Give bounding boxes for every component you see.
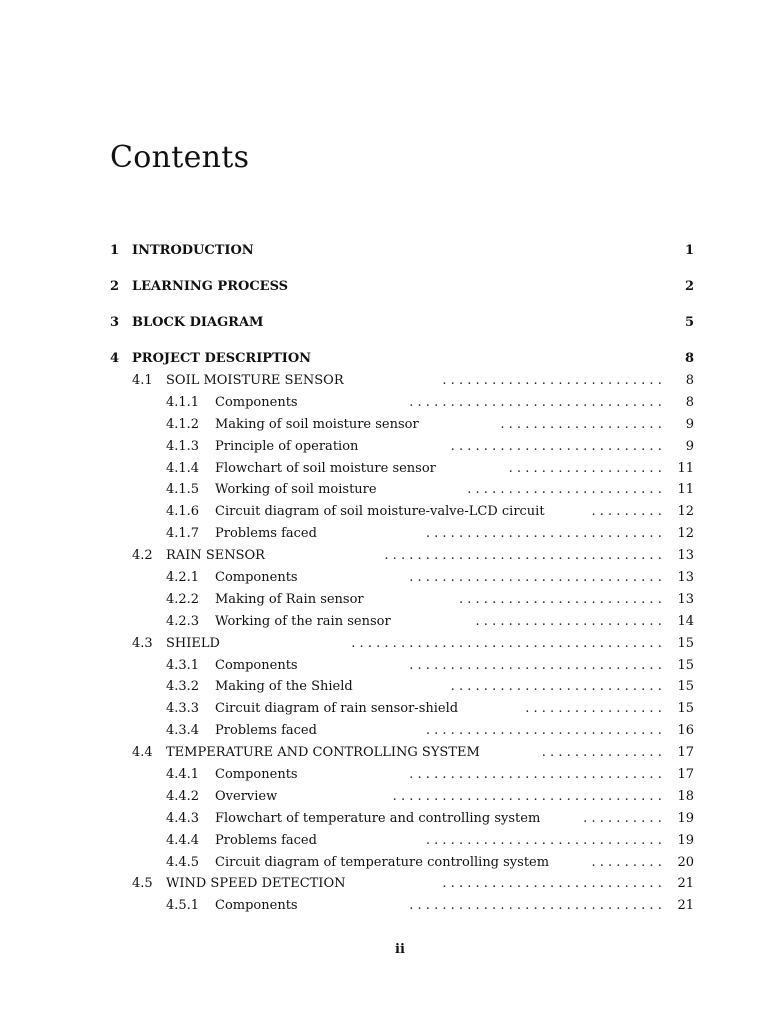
toc-entry[interactable]: [110, 786, 696, 808]
toc-entry-number: 4.2.3: [166, 613, 200, 629]
toc-entry-page: 19: [677, 810, 694, 826]
dot-leader: .........: [591, 854, 666, 870]
toc-entry-number: 4.4.4: [166, 832, 200, 848]
toc-entry-page: 8: [685, 394, 694, 410]
dot-leader: ...............: [541, 745, 666, 761]
toc-entry-title: Components: [215, 767, 298, 783]
toc-entry-number: 4.3.2: [166, 679, 200, 695]
toc-entry-title: Circuit diagram of temperature controlling system: [215, 854, 550, 870]
toc-entry[interactable]: [110, 523, 696, 545]
toc-entry-number: 4.3: [132, 635, 153, 651]
toc-entry-page: 8: [684, 351, 694, 366]
dot-leader: .................................: [392, 788, 666, 804]
toc-entry-title: Components: [215, 570, 298, 586]
toc-entry-page: 19: [677, 832, 694, 848]
toc-entry-number: 4.1.6: [166, 504, 200, 520]
toc-entry[interactable]: [110, 238, 696, 274]
toc-entry-page: 1: [684, 243, 694, 258]
toc-entry[interactable]: [110, 370, 696, 392]
toc-entry-page: 16: [677, 723, 694, 739]
toc-entry-number: 4.4.2: [166, 788, 200, 804]
toc-entry[interactable]: [110, 274, 696, 310]
toc-entry[interactable]: [110, 567, 696, 589]
toc-entry[interactable]: [110, 830, 696, 852]
toc-entry-number: 4.1.1: [166, 394, 200, 410]
toc-entry-number: 4.4.5: [166, 854, 200, 870]
dot-leader: ....................: [500, 416, 666, 432]
toc-entry[interactable]: [110, 633, 696, 655]
toc-entry-number: 4.5: [132, 876, 153, 892]
toc-entry[interactable]: [110, 808, 696, 830]
toc-entry-number: 4.5.1: [166, 898, 200, 914]
toc-entry-page: 8: [685, 373, 694, 388]
toc-entry-title: Circuit diagram of soil moisture-valve-LCD circuit: [215, 504, 545, 520]
toc-entry-number: 4.1.2: [166, 416, 200, 432]
toc-entry-title: SHIELD: [166, 635, 220, 651]
toc-entry-title: Making of the Shield: [215, 679, 353, 695]
toc-entry-number: 4.1.5: [166, 482, 200, 498]
table-of-contents: [110, 238, 696, 917]
toc-entry-page: 21: [677, 876, 694, 892]
toc-entry[interactable]: [110, 895, 696, 917]
toc-entry[interactable]: [110, 310, 696, 346]
toc-entry-page: 20: [677, 854, 694, 870]
toc-entry-page: 12: [677, 504, 694, 520]
toc-entry-title: Circuit diagram of rain sensor-shield: [215, 701, 459, 717]
toc-entry-title: INTRODUCTION: [132, 243, 254, 258]
toc-entry-page: 14: [677, 613, 694, 629]
toc-entry-page: 15: [677, 635, 694, 651]
toc-entry-number: 4.1.4: [166, 460, 200, 476]
toc-entry[interactable]: [110, 392, 696, 414]
toc-entry-title: Making of Rain sensor: [215, 591, 364, 607]
toc-entry[interactable]: [110, 346, 696, 370]
toc-entry-title: BLOCK DIAGRAM: [132, 315, 264, 330]
dot-leader: ...........................: [442, 876, 666, 892]
toc-entry-title: Problems faced: [215, 723, 317, 739]
toc-entry-number: 4: [110, 351, 120, 366]
toc-entry[interactable]: [110, 611, 696, 633]
toc-entry[interactable]: [110, 698, 696, 720]
toc-entry-page: 9: [685, 438, 694, 454]
toc-entry-title: PROJECT DESCRIPTION: [132, 351, 312, 366]
toc-entry-page: 17: [677, 767, 694, 783]
toc-entry-page: 5: [684, 315, 694, 330]
toc-entry-number: 4.1: [132, 373, 153, 388]
page-number-footer: ii: [395, 942, 405, 957]
dot-leader: ...............................: [409, 657, 666, 673]
dot-leader: ........................: [467, 482, 666, 498]
toc-entry[interactable]: [110, 479, 696, 501]
toc-entry-title: LEARNING PROCESS: [132, 279, 289, 294]
dot-leader: ...............................: [409, 570, 666, 586]
toc-entry-page: 18: [677, 788, 694, 804]
dot-leader: ...................: [508, 460, 666, 476]
dot-leader: ...........................: [442, 373, 666, 388]
toc-entry-number: 4.4.1: [166, 767, 200, 783]
toc-entry-number: 3: [110, 315, 120, 330]
dot-leader: ...............................: [409, 767, 666, 783]
toc-entry[interactable]: [110, 545, 696, 567]
toc-entry-title: SOIL MOISTURE SENSOR: [166, 373, 344, 388]
toc-entry-title: Flowchart of temperature and controlling system: [215, 810, 541, 826]
page-title: Contents: [110, 140, 250, 175]
dot-leader: ......................................: [351, 635, 666, 651]
dot-leader: ..........: [583, 810, 666, 826]
toc-entry[interactable]: [110, 720, 696, 742]
toc-entry-title: Principle of operation: [215, 438, 359, 454]
toc-entry-title: Working of the rain sensor: [215, 613, 391, 629]
dot-leader: ..........................: [450, 438, 666, 454]
toc-entry-page: 21: [677, 898, 694, 914]
toc-entry-number: 4.4: [132, 745, 153, 761]
toc-entry[interactable]: [110, 655, 696, 677]
toc-entry[interactable]: [110, 436, 696, 458]
toc-entry-number: 1: [110, 243, 120, 258]
toc-entry-title: Problems faced: [215, 832, 317, 848]
toc-entry[interactable]: [110, 764, 696, 786]
toc-entry-number: 4.4.3: [166, 810, 200, 826]
dot-leader: .......................: [475, 613, 666, 629]
toc-entry-page: 11: [677, 460, 694, 476]
toc-entry-number: 4.3.4: [166, 723, 200, 739]
toc-entry-title: Components: [215, 898, 298, 914]
dot-leader: ..........................: [450, 679, 666, 695]
toc-entry-page: 15: [677, 701, 694, 717]
dot-leader: .............................: [425, 723, 666, 739]
toc-entry-page: 17: [677, 745, 694, 761]
toc-entry-title: TEMPERATURE AND CONTROLLING SYSTEM: [166, 745, 480, 761]
toc-entry-page: 15: [677, 679, 694, 695]
toc-entry-title: Making of soil moisture sensor: [215, 416, 419, 432]
toc-entry-number: 4.2: [132, 548, 153, 564]
dot-leader: ...............................: [409, 394, 666, 410]
toc-entry-title: RAIN SENSOR: [166, 548, 265, 564]
toc-entry-title: Components: [215, 394, 298, 410]
toc-entry-title: Working of soil moisture: [215, 482, 377, 498]
toc-entry[interactable]: [110, 873, 696, 895]
toc-entry-page: 9: [685, 416, 694, 432]
toc-entry[interactable]: [110, 501, 696, 523]
toc-entry-title: Problems faced: [215, 526, 317, 542]
dot-leader: .............................: [425, 526, 666, 542]
dot-leader: .........: [591, 504, 666, 520]
toc-entry-number: 4.1.3: [166, 438, 200, 454]
toc-entry-title: Flowchart of soil moisture sensor: [215, 460, 436, 476]
toc-entry-page: 13: [677, 548, 694, 564]
toc-entry[interactable]: [110, 589, 696, 611]
toc-entry-page: 11: [677, 482, 694, 498]
toc-entry-number: 2: [110, 279, 120, 294]
toc-entry-number: 4.3.1: [166, 657, 200, 673]
toc-entry[interactable]: [110, 414, 696, 436]
toc-entry[interactable]: [110, 852, 696, 874]
toc-entry-page: 15: [677, 657, 694, 673]
toc-entry-number: 4.2.1: [166, 570, 200, 586]
dot-leader: ..................................: [384, 548, 666, 564]
dot-leader: .........................: [458, 591, 666, 607]
dot-leader: .............................: [425, 832, 666, 848]
toc-entry[interactable]: [110, 458, 696, 480]
toc-entry-number: 4.1.7: [166, 526, 200, 542]
toc-entry-number: 4.2.2: [166, 591, 200, 607]
toc-entry-number: 4.3.3: [166, 701, 200, 717]
toc-entry[interactable]: [110, 742, 696, 764]
toc-entry-page: 2: [684, 279, 694, 294]
dot-leader: ...............................: [409, 898, 666, 914]
toc-entry-title: Components: [215, 657, 298, 673]
toc-entry-title: Overview: [215, 788, 278, 804]
toc-entry-page: 13: [677, 570, 694, 586]
dot-leader: .................: [525, 701, 666, 717]
toc-entry[interactable]: [110, 676, 696, 698]
toc-entry-title: WIND SPEED DETECTION: [166, 876, 346, 892]
toc-entry-page: 13: [677, 591, 694, 607]
toc-entry-page: 12: [677, 526, 694, 542]
